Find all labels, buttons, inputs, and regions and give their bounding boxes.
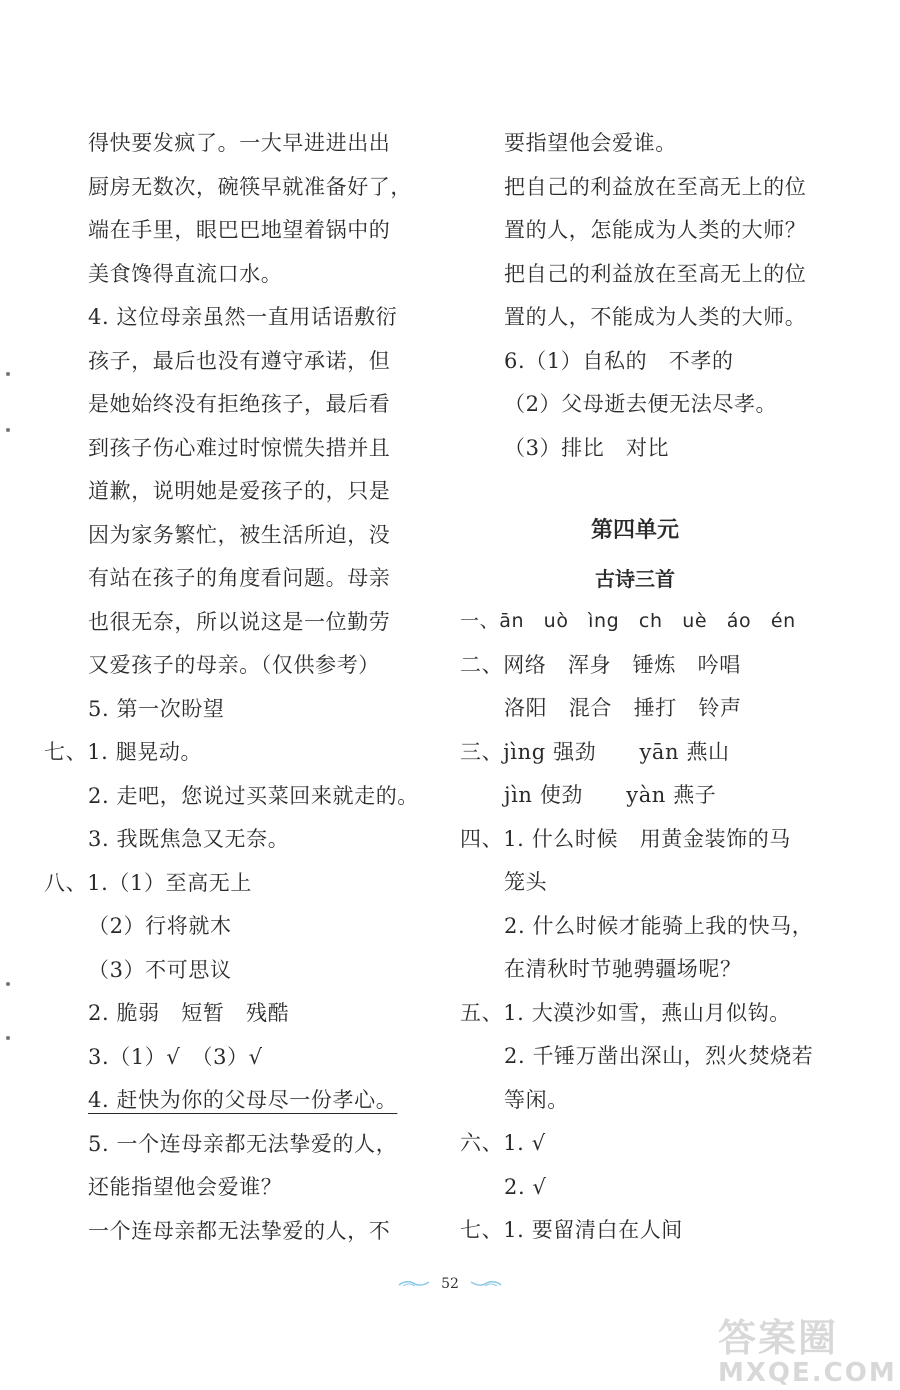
scan-mark	[6, 1036, 10, 1040]
answer-item: 2. 千锤万凿出深山，烈火焚烧若	[504, 1044, 814, 1068]
section-one: 一、ān uò ìng ch uè áo én	[460, 610, 796, 632]
text-line: 置的人，怎能成为人类的大师？	[504, 218, 807, 242]
text-line: 也很无奈，所以说这是一位勤劳	[88, 609, 391, 634]
text-line: 把自己的利益放在至高无上的位	[504, 174, 807, 199]
answer-item: 2. 脆弱 短暂 残酷	[88, 1001, 290, 1025]
text-line: 把自己的利益放在至高无上的位	[504, 261, 807, 286]
answer-item: 2. √	[504, 1174, 547, 1199]
section-two: 二、网络 浑身 锤炼 吟唱	[460, 652, 741, 677]
answer-item: 2. 什么时候才能骑上我的快马，	[504, 913, 814, 938]
text-line: 在清秋时节驰骋疆场呢？	[504, 957, 742, 981]
text-line: 笼头	[504, 870, 548, 894]
text-line: 要指望他会爱谁。	[504, 131, 677, 155]
section-three: 三、jìng 强劲 yān 燕山	[460, 739, 730, 764]
right-column	[460, 122, 820, 1253]
left-column	[44, 122, 419, 1253]
text-line: 等闲。	[504, 1087, 569, 1112]
watermark-bottom: MXQE.COM	[718, 1358, 897, 1388]
text-line: 美食馋得直流口水。	[88, 261, 283, 286]
answer-item: 4. 这位母亲虽然一直用话语敷衍	[88, 305, 398, 329]
ornament-left-icon	[397, 1279, 431, 1289]
watermark-logo	[718, 1318, 898, 1388]
scan-mark	[6, 372, 10, 376]
answer-item: （3）排比 对比	[504, 435, 670, 460]
text-line: 到孩子伤心难过时惊慌失措并且	[88, 435, 391, 460]
text-line: 得快要发疯了。一大早进进出出	[88, 131, 391, 155]
text-line: 孩子，最后也没有遵守承诺，但	[88, 348, 391, 373]
answer-item: 6.（1）自私的 不孝的	[504, 348, 734, 373]
scan-mark	[6, 428, 10, 432]
section-seven: 七、1. 腿晃动。	[44, 740, 203, 764]
answer-item: （2）行将就木	[88, 914, 232, 938]
answer-item: 洛阳 混合 捶打 铃声	[504, 696, 742, 720]
text-line: 还能指望他会爱谁？	[88, 1175, 283, 1199]
text-line: 有站在孩子的角度看问题。母亲	[88, 566, 391, 590]
answer-item: 5. 一个连母亲都无法挚爱的人，	[88, 1131, 398, 1156]
text-line: 厨房无数次，碗筷早就准备好了，	[88, 174, 412, 199]
watermark-top: 答案圈	[718, 1316, 839, 1360]
text-line: 道歉，说明她是爱孩子的，只是	[88, 479, 391, 503]
section-seven-right: 七、1. 要留清白在人间	[460, 1218, 683, 1242]
scan-mark	[6, 982, 10, 986]
text-line: 端在手里，眼巴巴地望着锅中的	[88, 218, 391, 242]
text-line: 是她始终没有拒绝孩子，最后看	[88, 392, 391, 416]
unit-title: 第四单元	[590, 518, 679, 543]
text-line: 一个连母亲都无法挚爱的人，不	[88, 1218, 391, 1243]
answer-item: 3.（1）√ （3）√	[88, 1044, 263, 1069]
section-six: 六、1. √	[460, 1131, 546, 1155]
answer-item: 2. 走吧，您说过买菜回来就走的。	[88, 783, 419, 808]
answer-item: （2）父母逝去便无法尽孝。	[504, 392, 778, 416]
answer-item: 3. 我既焦急又无奈。	[88, 827, 290, 851]
page-footer	[0, 1276, 900, 1292]
text-line: 又爱孩子的母亲。（仅供参考）	[88, 653, 380, 677]
lesson-title: 古诗三首	[595, 567, 675, 591]
ornament-right-icon	[469, 1279, 503, 1289]
section-four: 四、1. 什么时候 用黄金装饰的马	[460, 826, 791, 851]
underlined-answer: 4. 赶快为你的父母尽一份孝心。	[88, 1088, 398, 1112]
page-number: 52	[441, 1276, 459, 1292]
answer-item: 5. 第一次盼望	[88, 696, 225, 721]
section-five: 五、1. 大漠沙如雪，燕山月似钩。	[460, 1000, 791, 1025]
text-line: 置的人，不能成为人类的大师。	[504, 305, 807, 329]
text-line: 因为家务繁忙，被生活所迫，没	[88, 522, 391, 547]
section-eight: 八、1.（1）至高无上	[44, 870, 252, 895]
answer-item: jìn 使劲 yàn 燕子	[504, 783, 717, 807]
answer-item: （3）不可思议	[88, 957, 232, 982]
